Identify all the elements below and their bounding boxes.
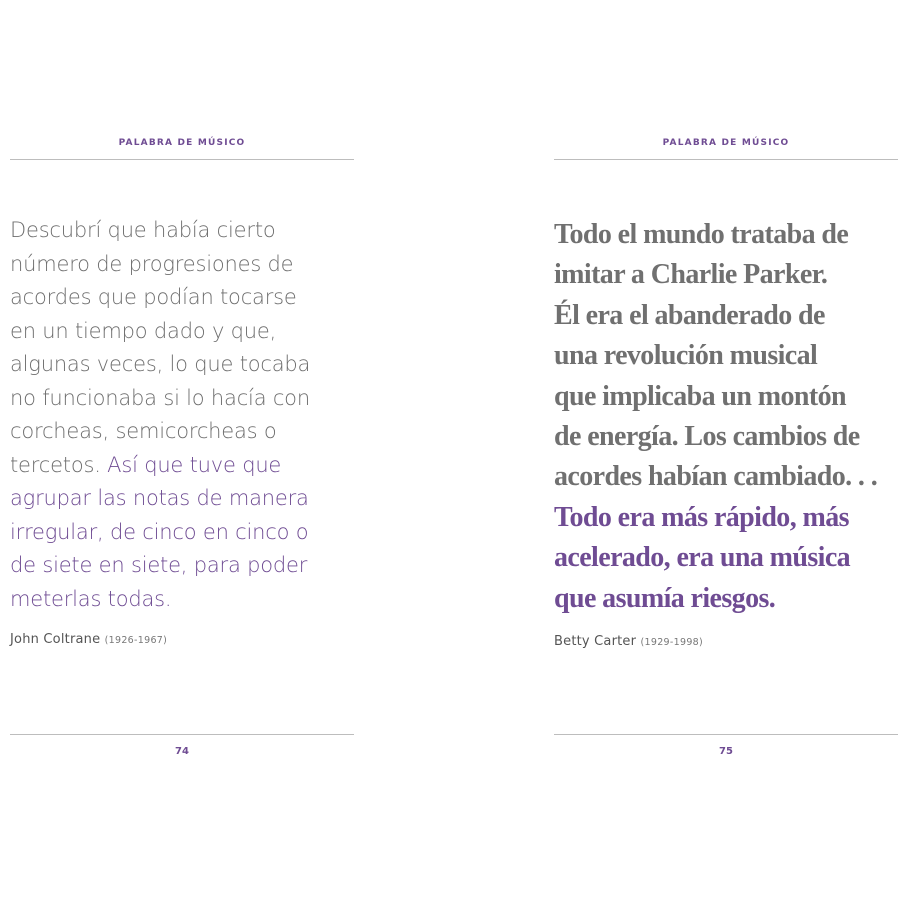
- attribution: [10, 632, 167, 647]
- quote-line: Descubrí que había cierto: [10, 218, 276, 242]
- quote-line-mixed: [10, 449, 354, 483]
- quote-line: de energía. Los cambios de: [554, 421, 860, 453]
- quote-line: acordes que podían tocarse: [10, 285, 297, 309]
- quote-accent-line: meterlas todas.: [10, 586, 172, 611]
- top-rule: [10, 159, 354, 160]
- quote-line: acordes habían cambiado. . .: [554, 461, 878, 493]
- quote-line: imitar a Charlie Parker.: [554, 259, 828, 291]
- author-years: (1929-1998): [640, 637, 704, 648]
- quote-accent-line: Todo era más rápido, más: [554, 501, 849, 533]
- author-years: (1926-1967): [104, 635, 168, 646]
- right-page: [554, 0, 898, 898]
- attribution: [554, 634, 703, 649]
- quote-line: número de progresiones de: [10, 251, 294, 276]
- quote-line: que implicaba un montón: [554, 380, 846, 412]
- author-name: Betty Carter: [554, 634, 637, 649]
- quote-line: una revolución musical: [554, 340, 818, 372]
- quote-accent-line: que asumía riesgos.: [554, 582, 776, 614]
- top-rule: [554, 159, 898, 160]
- author-name: John Coltrane: [10, 632, 101, 647]
- quote-accent-text: Así que tuve que: [107, 452, 282, 477]
- quote-line: corcheas, semicorcheas o: [10, 419, 277, 443]
- running-head: PALABRA DE MÚSICO: [662, 138, 790, 148]
- quote-line: Él era el abanderado de: [554, 299, 825, 331]
- quote-line: algunas veces, lo que tocaba: [10, 352, 311, 376]
- quote-accent-line: irregular, de cinco en cinco o: [10, 519, 309, 544]
- quote-line-text: tercetos.: [10, 452, 108, 477]
- bottom-rule: [10, 734, 354, 735]
- page-number: 74: [175, 746, 189, 757]
- left-page: [10, 0, 354, 898]
- quote: [10, 214, 354, 616]
- running-head: PALABRA DE MÚSICO: [118, 138, 246, 148]
- quote-line: no funcionaba si lo hacía con: [10, 385, 310, 410]
- quote-line: en un tiempo dado y que,: [10, 318, 277, 343]
- quote: [554, 215, 898, 619]
- quote-accent-line: de siete en siete, para poder: [10, 553, 308, 577]
- bottom-rule: [554, 734, 898, 735]
- page-number: 75: [719, 746, 733, 757]
- quote-accent-line: acelerado, era una música: [554, 542, 851, 574]
- quote-line: Todo el mundo trataba de: [554, 219, 849, 250]
- quote-accent-line: agrupar las notas de manera: [10, 486, 309, 510]
